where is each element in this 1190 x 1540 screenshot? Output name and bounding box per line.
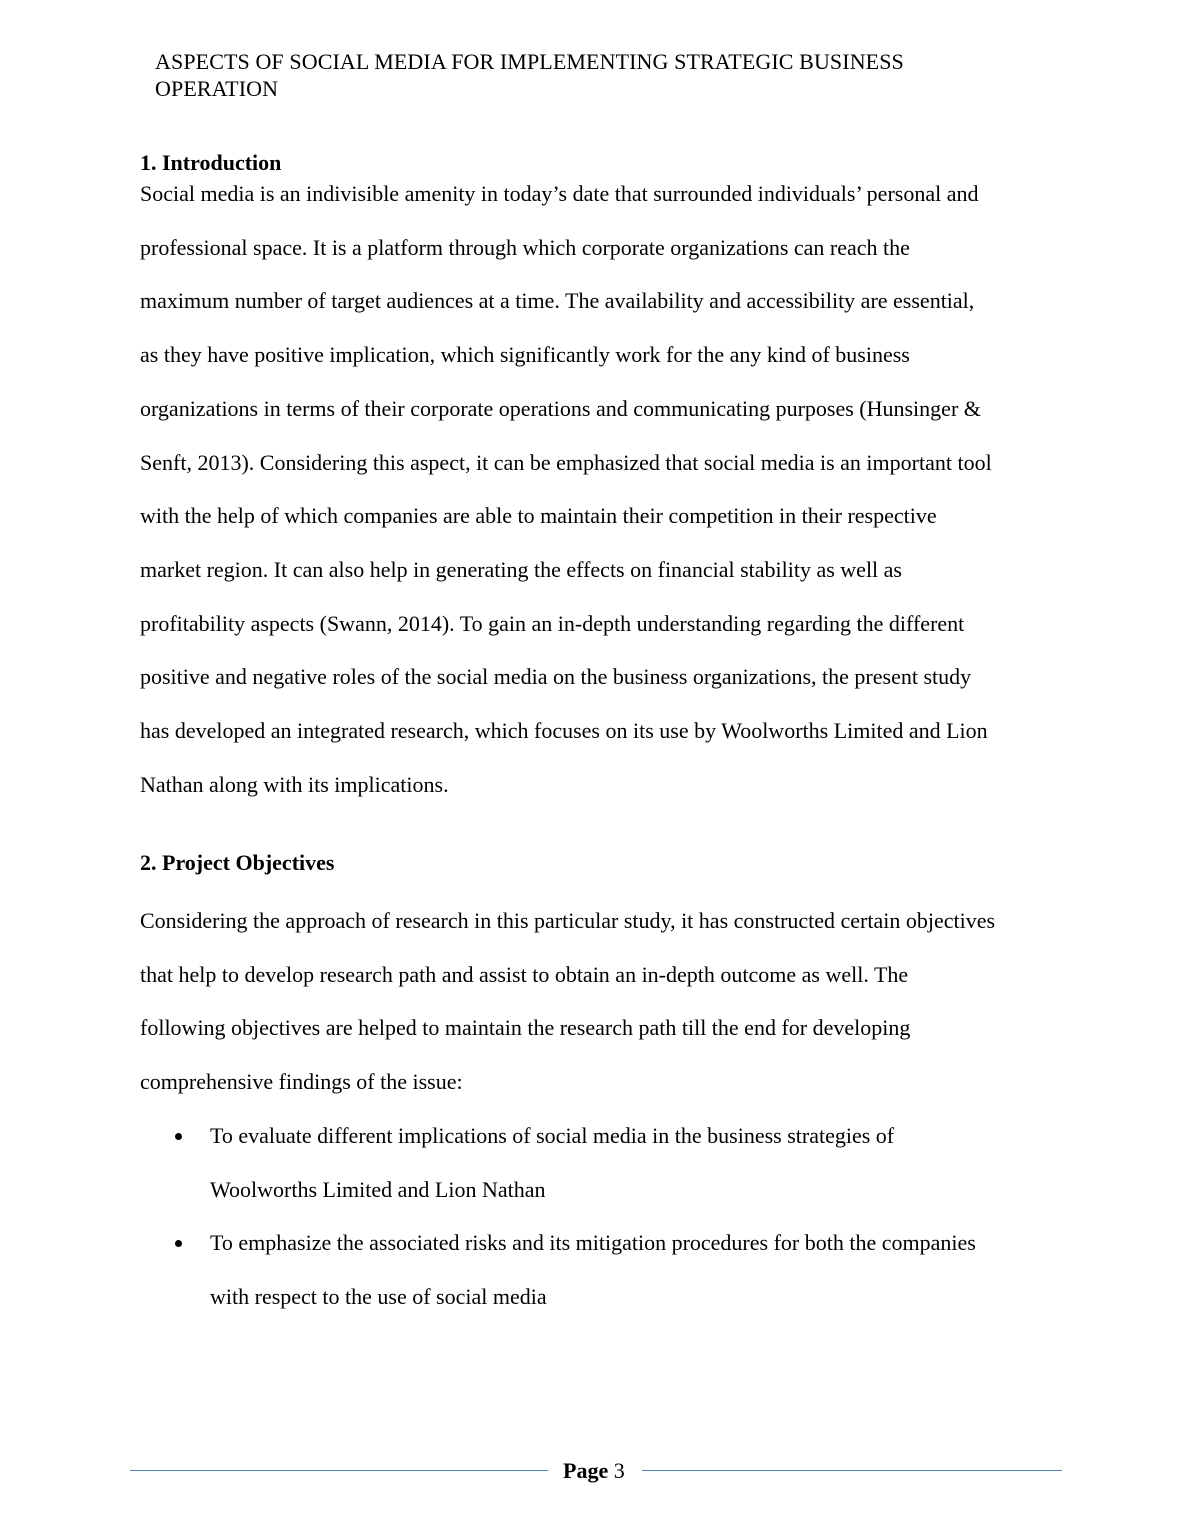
paragraph-line: has developed an integrated research, which focuses on its use by Woolworths Limited and Lion (140, 718, 988, 744)
section-heading-project-objectives: 2. Project Objectives (140, 850, 335, 875)
paragraph-line: with the help of which companies are able to maintain their competition in their respective (140, 503, 937, 529)
list-item-line: To evaluate different implications of social media in the business strategies of (210, 1123, 895, 1148)
list-item-line: with respect to the use of social media (210, 1283, 547, 1309)
paragraph-line: Nathan along with its implications. (140, 771, 449, 797)
footer-rule-right (642, 1470, 1062, 1471)
running-header (155, 48, 1035, 102)
objectives-paragraph (140, 894, 995, 1109)
footer-rule-left (130, 1470, 548, 1471)
paragraph-line: Social media is an indivisible amenity in today’s date that surrounded individuals’ personal and (140, 181, 979, 206)
page-label: Page (563, 1458, 609, 1483)
introduction-paragraph (140, 167, 992, 811)
page-footer (130, 1458, 1062, 1484)
paragraph-line: that help to develop research path and assist to obtain an in-depth outcome as well. The (140, 961, 909, 987)
paragraph-line: organizations in terms of their corporate operations and communicating purposes (Hunsinger & (140, 395, 981, 421)
paragraph-line: professional space. It is a platform through which corporate organizations can reach the (140, 234, 910, 260)
paragraph-line: Senft, 2013). Considering this aspect, it can be emphasized that social media is an important tool (140, 449, 992, 475)
page-number-label (563, 1458, 625, 1484)
paragraph-line: comprehensive findings of the issue: (140, 1069, 463, 1095)
paragraph-line: profitability aspects (Swann, 2014). To gain an in-depth understanding regarding the different (140, 610, 965, 636)
objective-list-item (210, 1216, 976, 1323)
objective-list-item (210, 1109, 894, 1216)
list-item-line: To emphasize the associated risks and its mitigation procedures for both the companies (210, 1230, 976, 1255)
paragraph-line: maximum number of target audiences at a time. The availability and accessibility are essential, (140, 288, 975, 314)
page-number: 3 (613, 1458, 625, 1483)
paragraph-line: Considering the approach of research in this particular study, it has constructed certain objectives (140, 908, 996, 933)
paragraph-line: following objectives are helped to maintain the research path till the end for developing (140, 1015, 911, 1041)
paragraph-line: market region. It can also help in generating the effects on financial stability as well as (140, 556, 902, 582)
list-item-line: Woolworths Limited and Lion Nathan (210, 1176, 546, 1202)
bullet-dot-icon (175, 1133, 182, 1140)
paragraph-line: as they have positive implication, which significantly work for the any kind of business (140, 342, 910, 368)
running-header-line-2: OPERATION (155, 76, 279, 101)
paragraph-line: positive and negative roles of the social media on the business organizations, the present study (140, 664, 972, 690)
section-heading-introduction: 1. Introduction (140, 150, 282, 175)
running-header-line-1: ASPECTS OF SOCIAL MEDIA FOR IMPLEMENTING STRATEGIC BUSINESS (155, 49, 904, 74)
bullet-dot-icon (175, 1240, 182, 1247)
